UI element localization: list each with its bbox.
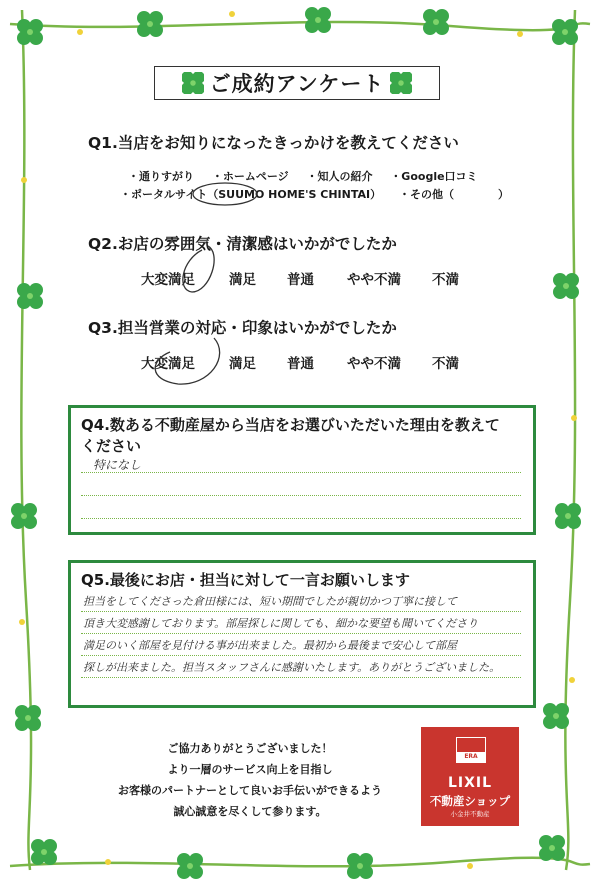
era-mark: ERA [464,753,478,760]
q2-question: Q2.お店の雰囲気・清潔感はいかがでしたか [88,235,397,253]
page-title: ご成約アンケート [209,72,385,96]
clover-icon [390,72,412,94]
q1-option[interactable]: ・ポータルサイト（SUUMO HOME'S CHINTAI） [120,188,382,201]
q5-question: Q5.最後にお店・担当に対して一言お願いします [81,571,410,589]
q1-option[interactable]: ・知人の紹介 [306,170,373,183]
era-logo-icon [456,737,486,763]
footer-line: お客様のパートナーとして良いお手伝いができるよう [118,784,382,797]
q2-option[interactable]: 不満 [432,272,459,288]
q1-options-row2 [120,186,523,202]
q5-handwritten-line[interactable]: 探しが出来ました。担当スタッフさんに感謝いたします。ありがとうございました。 [83,661,501,674]
q5-handwritten-line[interactable]: 頂き大変感謝しております。部屋探しに関しても、細かな要望も聞いてくださり [83,617,479,630]
q1-option[interactable]: ・ホームページ [211,170,289,183]
q4-answer-box [68,405,536,535]
answer-line [81,518,521,519]
q3-option[interactable]: 大変満足 [141,356,195,372]
q2-option[interactable]: 大変満足 [141,272,195,288]
q1-option[interactable]: ・その他（ ） [398,188,509,201]
q2-option[interactable]: やや不満 [347,272,401,288]
q4-question-line1: Q4.数ある不動産屋から当店をお選びいただいた理由を教えて [81,416,500,434]
q5-handwritten-line[interactable]: 担当をしてくださった倉田様には、短い期間でしたが親切かつ丁寧に接して [83,595,457,608]
handwritten-circle-mark [170,240,230,300]
logo-shop-name: 不動産ショップ [429,794,511,808]
answer-line [81,633,521,634]
q2-option[interactable]: 普通 [287,272,314,288]
answer-line [81,655,521,656]
clover-icon [182,72,204,94]
answer-line [81,472,521,473]
footer-line: 誠心誠意を尽くして参ります。 [173,805,327,818]
q1-option[interactable]: ・Google口コミ [390,170,478,183]
footer-line: ご協力ありがとうございました！ [167,742,333,755]
lixil-shop-logo [421,727,519,826]
q1-question: Q1.当店をお知りになったきっかけを教えてください [88,134,459,152]
q3-scale [0,352,596,370]
q3-question: Q3.担当営業の対応・印象はいかがでしたか [88,319,397,337]
q5-handwritten-line[interactable]: 満足のいく部屋を見付ける事が出来ました。最初から最後まで安心して部屋 [83,639,457,652]
q3-option[interactable]: 普通 [287,356,314,372]
q3-option[interactable]: 不満 [432,356,459,372]
handwritten-circle-mark [140,330,230,390]
q1-option[interactable]: ・通りすがり [128,170,194,183]
thank-you-message [90,738,410,822]
q1-options-row1 [128,168,492,184]
handwritten-circle-mark [190,180,260,210]
footer-line: より一層のサービス向上を目指し [167,763,333,776]
logo-brand-name: LIXIL [447,775,493,791]
q3-option[interactable]: 満足 [229,356,256,372]
answer-line [81,677,521,678]
answer-line [81,611,521,612]
q2-option[interactable]: 満足 [229,272,256,288]
q4-question-line2: ください [81,437,142,455]
q3-option[interactable]: やや不満 [347,356,401,372]
q4-handwritten-answer[interactable]: 特になし [93,458,142,472]
answer-line [81,495,521,496]
survey-title-box [154,66,440,100]
q5-answer-box [68,560,536,708]
q2-scale [0,268,596,286]
logo-branch-name: 小金井不動産 [450,810,490,818]
